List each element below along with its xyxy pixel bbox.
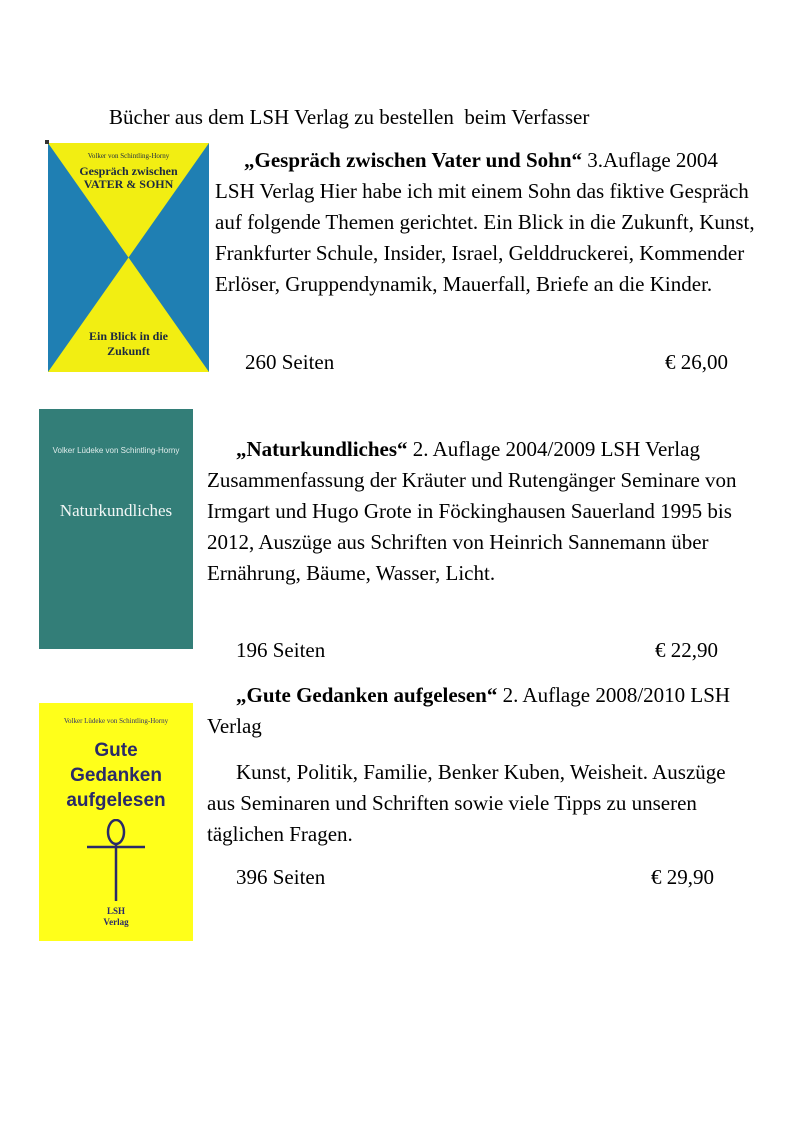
book-details-body: Kunst, Politik, Familie, Benker Kuben, Weisheit. Auszüge aus Seminaren und Schriften sowie viele Tipps zu unseren täglichen Fragen.: [207, 760, 726, 846]
cover-subtitle: Ein Blick in die Zukunft: [88, 329, 169, 358]
cover-title: Naturkundliches: [59, 501, 173, 520]
cover-author: Volker von Schintling-Horny: [87, 152, 170, 160]
book-title: „Naturkundliches“: [236, 437, 408, 461]
page-count: 396 Seiten: [236, 865, 326, 889]
cover-author: Volker Lüdeke von Schintling-Horny: [52, 446, 180, 455]
book-title: „Gespräch zwischen Vater und Sohn“: [244, 148, 583, 172]
book-details: 3.Auflage 2004 LSH Verlag Hier habe ich mit einem Sohn das fiktive Gespräch auf folgende Themen gerichtet. Ein Blick in die Zukunft, Kunst, Frankfurter Schule, Insider, Israel, Gelddruckerei, Kommender Erlöser, Gruppendynamik, Mauerfall, Briefe an die Kinder.: [215, 148, 755, 296]
book-price: € 29,90: [651, 865, 714, 889]
page-count: 260 Seiten: [245, 350, 335, 374]
book-cover-gute-gedanken: [39, 703, 193, 941]
book-cover-vater-sohn: [48, 143, 209, 372]
book-cover-naturkundliches: [39, 409, 193, 649]
cover-title: Gespräch zwischen VATER & SOHN: [79, 164, 178, 191]
page-heading: Bücher aus dem LSH Verlag zu bestellen beim Verfasser: [109, 105, 590, 129]
book-price: € 26,00: [665, 350, 728, 374]
book-title: „Gute Gedanken aufgelesen“: [236, 683, 498, 707]
book-description: [207, 680, 752, 850]
book-price: € 22,90: [655, 638, 718, 662]
cover-author: Volker Lüdeke von Schintling-Horny: [63, 717, 169, 725]
book-description: [207, 434, 752, 589]
cover-publisher: LSH Verlag: [103, 906, 129, 927]
corner-mark: [45, 140, 49, 144]
ankh-icon: [39, 819, 193, 903]
book-details: 2. Auflage 2008/2010 LSH Verlag: [207, 683, 731, 738]
book-description: [215, 145, 760, 300]
book-details: 2. Auflage 2004/2009 LSH Verlag Zusammenfassung der Kräuter und Rutengänger Seminare von Irmgart und Hugo Grote in Föckinghausen Sauerland 1995 bis 2012, Auszüge aus Schriften von Heinrich Sannemann über Ernährung, Bäume, Wasser, Licht.: [207, 437, 737, 585]
cover-title: Gute Gedanken aufgelesen: [66, 740, 166, 811]
page-count: 196 Seiten: [236, 638, 326, 662]
